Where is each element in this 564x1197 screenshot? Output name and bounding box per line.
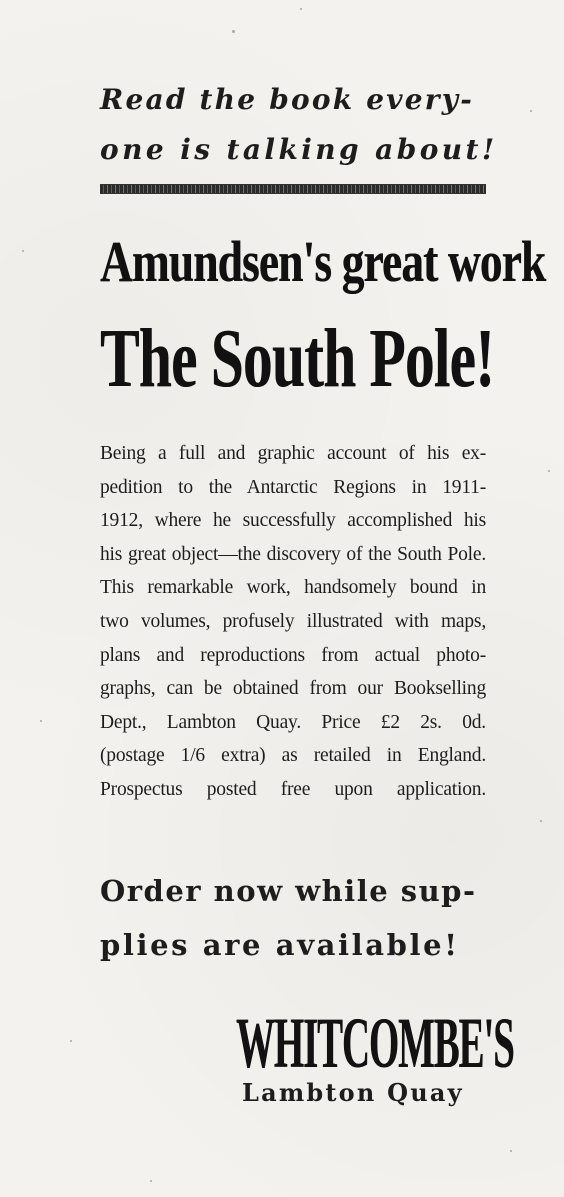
brand-name: WHITCOMBE'S: [236, 1003, 514, 1083]
description-line: pedition to the Antarctic Regions in 1911-: [100, 476, 486, 498]
headline-book-title: The South Pole!: [100, 312, 495, 405]
scan-speck: [530, 110, 532, 112]
scan-speck: [70, 1040, 72, 1042]
tagline-line-1: Read the book every-: [100, 83, 475, 116]
scan-speck: [232, 30, 235, 33]
scan-speck: [548, 470, 550, 472]
scan-speck: [40, 720, 42, 722]
scan-speck: [150, 1180, 152, 1182]
description-line: graphs, can be obtained from our Bookselling: [100, 678, 486, 700]
description-line: Being a full and graphic account of his ex-: [100, 443, 486, 464]
description-line: This remarkable work, handsomely bound in: [100, 577, 486, 599]
description-line: 1912, where he successfully accomplished his: [100, 510, 486, 532]
headline-author: Amundsen's great work: [100, 229, 546, 294]
scan-speck: [22, 250, 24, 252]
decorative-rule: [100, 184, 486, 194]
call-to-action-line-1: Order now while sup-: [100, 874, 477, 908]
description-line: his great object—the discovery of the South Pole.: [100, 543, 486, 565]
description-line: (postage 1/6 extra) as retailed in England.: [100, 745, 486, 767]
description-line: Dept., Lambton Quay. Price £2 2s. 0d.: [100, 711, 486, 733]
call-to-action-line-2: plies are available!: [100, 928, 460, 962]
scan-speck: [510, 1150, 512, 1152]
description-line: Prospectus posted free upon application.: [100, 778, 486, 800]
tagline-line-2: one is talking about!: [100, 133, 498, 166]
description-line: two volumes, profusely illustrated with maps,: [100, 610, 486, 632]
scan-speck: [300, 8, 302, 10]
scan-speck: [540, 820, 542, 822]
brand-address: Lambton Quay: [242, 1078, 464, 1107]
description-paragraph: [100, 437, 486, 807]
description-line: plans and reproductions from actual photo-: [100, 644, 486, 666]
